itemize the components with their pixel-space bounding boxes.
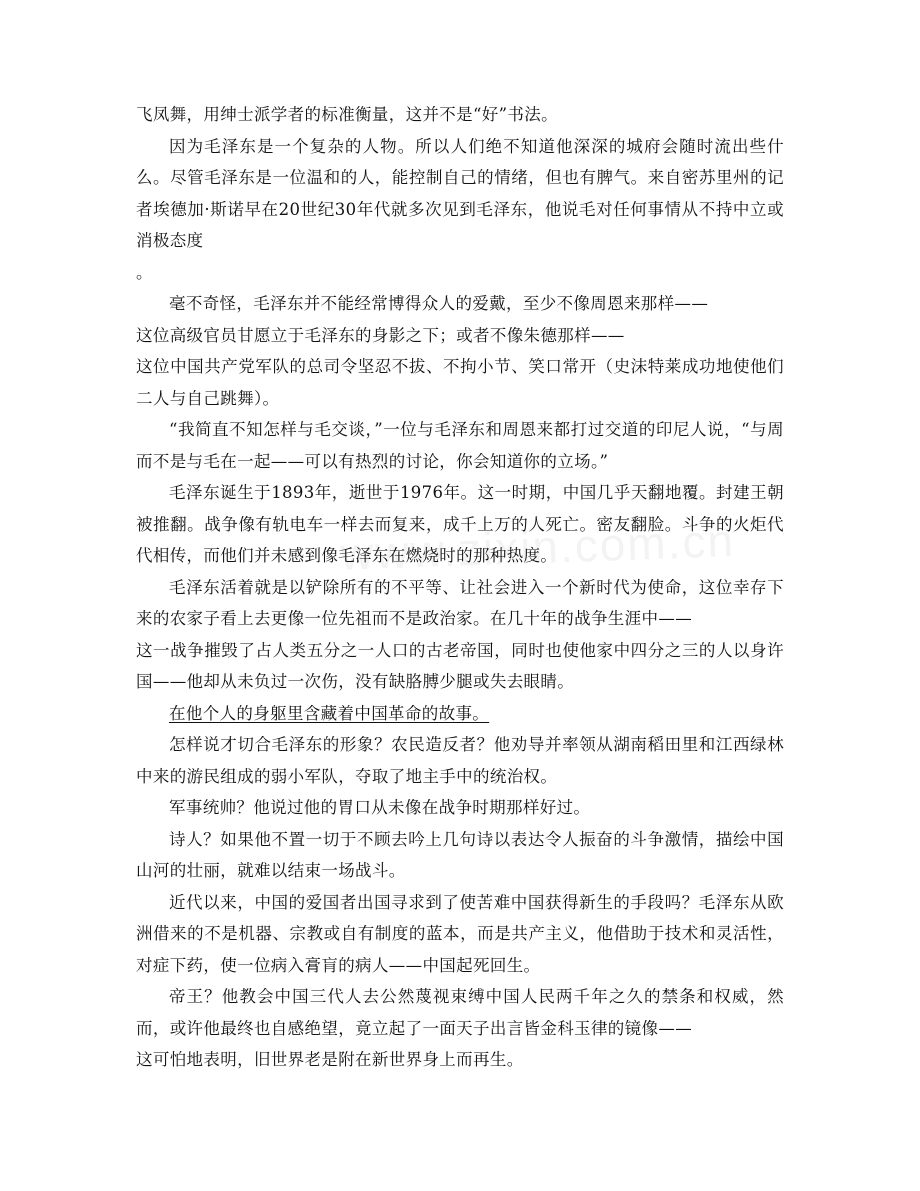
paragraph-line [136,99,784,131]
paragraph-text: 近代以来，中国的爱国者出国寻求到了使苦难中国获得新生的手段吗？毛泽东从欧洲借来的不是机器、宗教或自有制度的蓝本，而是共产主义，他借助于技术和灵活性，对症下药，使一位病入膏肓的病人——中国起死回生。 [136,892,784,975]
paragraph-text: 因为毛泽东是一个复杂的人物。所以人们绝不知道他深深的城府会随时流出些什么。尽管毛泽东是一位温和的人，能控制自己的情绪，但也有脾气。来自密苏里州的记者埃德加·斯诺早在20世纪30年代就多次见到毛泽东，他说毛对任何事情从不持中立或消极态度 [136,136,784,250]
paragraph-text: 军事统帅？他说过他的胃口从未像在战争时期那样好过。 [169,798,591,817]
paragraph-line [136,257,784,289]
paragraph-line [136,824,784,887]
paragraph-text: 毛泽东活着就是以铲除所有的不平等、让社会进入一个新时代为使命，这位幸存下来的农家子看上去更像一位先祖而不是政治家。在几十年的战争生涯中—— [136,577,784,628]
paragraph-text: 这位高级官员甘愿立于毛泽东的身影之下；或者不像朱德那样—— [136,325,625,345]
paragraph-line [136,698,784,730]
paragraph-text: “我简直不知怎样与毛交谈，”一位与毛泽东和周恩来都打过交道的印尼人说，“与周而不是与毛在一起——可以有热烈的讨论，你会知道你的立场。” [136,420,784,471]
paragraph-text: 在他个人的身躯里含藏着中国革命的故事。 [169,703,490,723]
paragraph-line [136,572,784,635]
paragraph-text: 这可怕地表明，旧世界老是附在新世界身上而再生。 [136,1050,524,1069]
paragraph-line [136,635,784,698]
paragraph-text: 这位中国共产党军队的总司令坚忍不拔、不拘小节、笑口常开（史沫特莱成功地使他们二人与自己跳舞）。 [136,357,784,408]
paragraph-text: 毛泽东诞生于1893年，逝世于1976年。这一时期，中国几乎天翻地覆。封建王朝被推翻。战争像有轨电车一样去而复来，成千上万的人死亡。密友翻脸。斗争的火炬代代相传，而他们并未感到像毛泽东在燃烧时的那种热度。 [136,483,784,565]
article-body [136,99,784,1076]
paragraph-line [136,792,784,824]
paragraph-line [136,288,784,320]
paragraph-line [136,131,784,257]
paragraph-line [136,981,784,1044]
paragraph-line [136,320,784,352]
paragraph-text: 毫不奇怪，毛泽东并不能经常博得众人的爱戴，至少不像周恩来那样—— [169,294,709,313]
paragraph-line [136,414,784,477]
paragraph-text: 诗人？如果他不置一切于不顾去吟上几句诗以表达令人振奋的斗争激情，描绘中国山河的壮丽，就难以结束一场战斗。 [136,829,784,880]
paragraph-text: 怎样说才切合毛泽东的形象？农民造反者？他劝导并率领从湖南稻田里和江西绿林中来的游民组成的弱小军队，夺取了地主手中的统治权。 [136,735,784,786]
paragraph-line [136,477,784,572]
paragraph-line [136,1044,784,1076]
paragraph-text: 。 [136,262,153,282]
paragraph-line [136,887,784,982]
paragraph-text: 帝王？他教会中国三代人去公然蔑视束缚中国人民两千年之久的禁条和权威，然而，或许他最终也自感绝望，竟立起了一面天子出言皆金科玉律的镜像—— [136,987,784,1038]
paragraph-line [136,729,784,792]
paragraph-text: 飞凤舞，用绅士派学者的标准衡量，这并不是“好”书法。 [136,105,558,124]
paragraph-text: 这一战争摧毁了占人类五分之一人口的古老帝国，同时也使他家中四分之三的人以身许国——他却从未负过一次伤，没有缺胳膊少腿或失去眼睛。 [136,640,784,691]
paragraph-line [136,351,784,414]
